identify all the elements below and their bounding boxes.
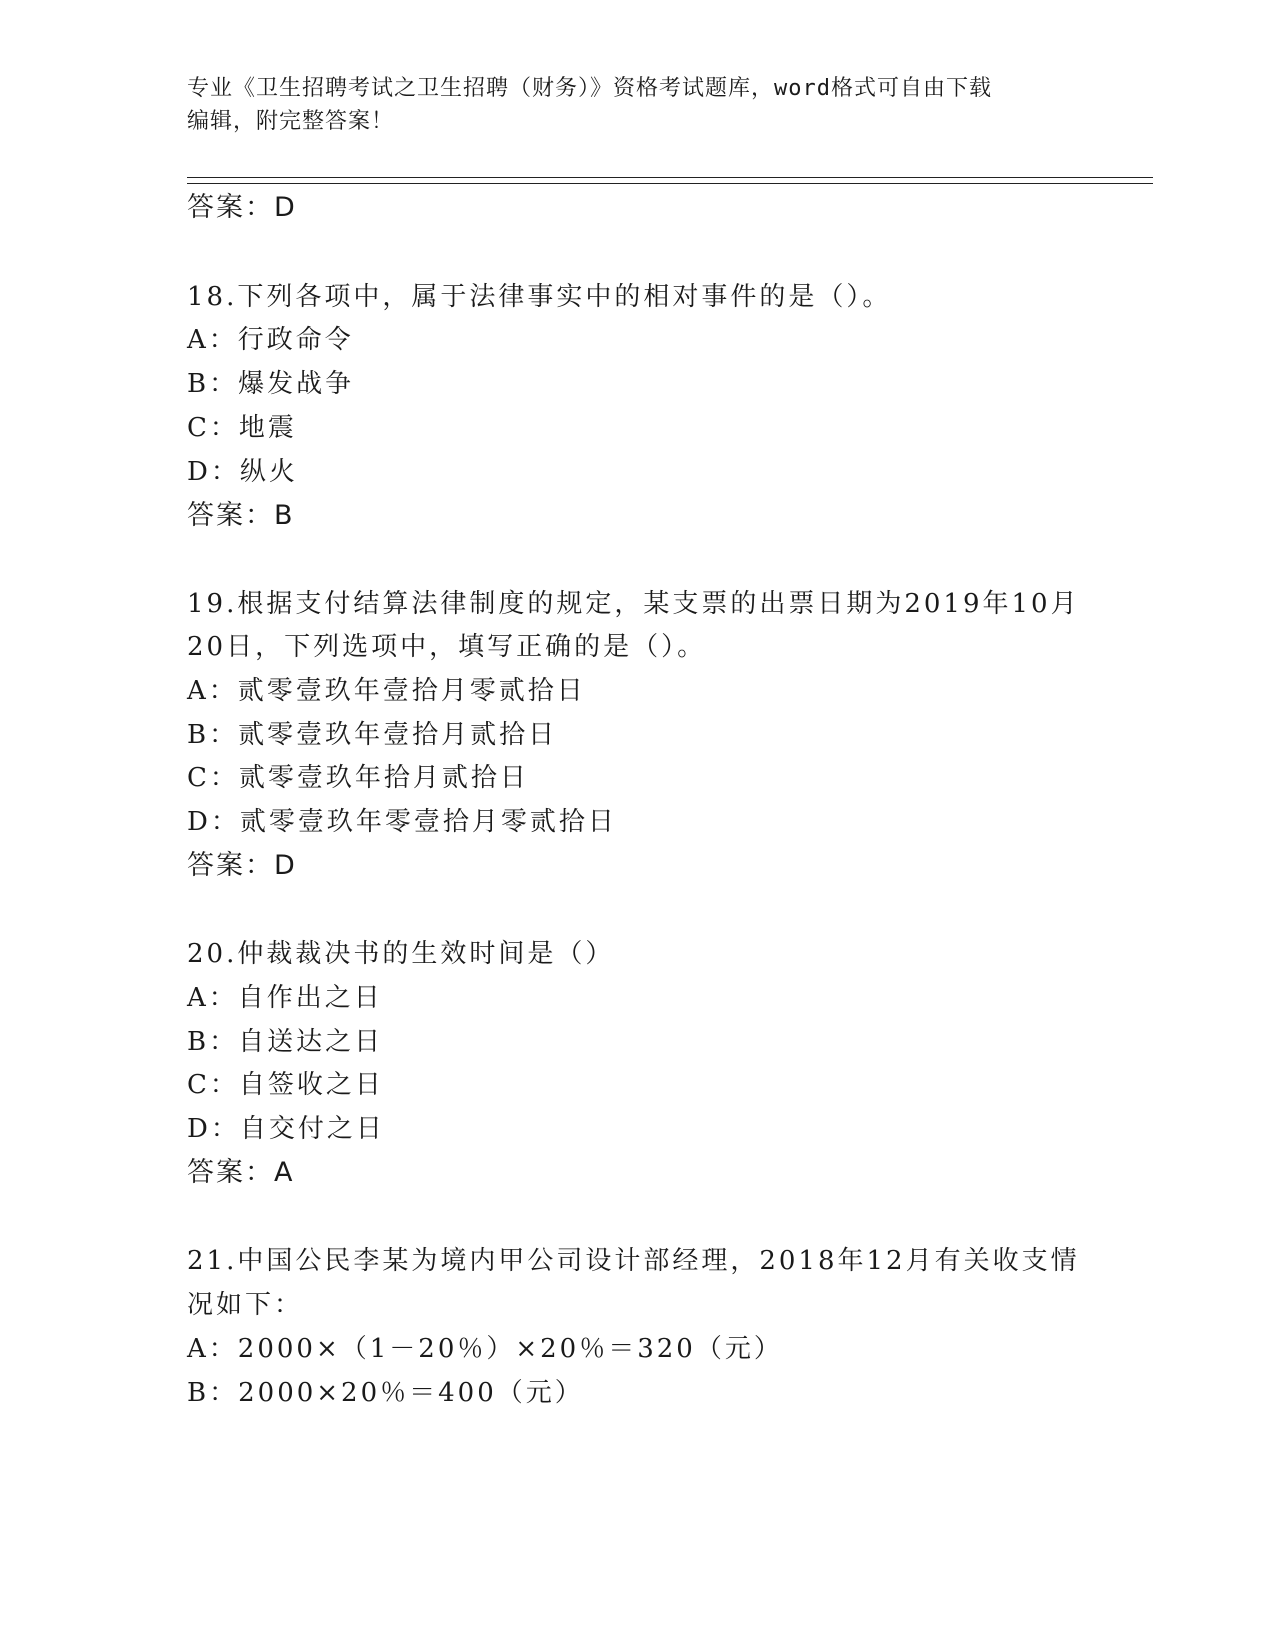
q20-option-c: C：自签收之日 (187, 1070, 384, 1100)
q20-answer: 答案：A (187, 1157, 295, 1188)
header-line-1: 专业《卫生招聘考试之卫生招聘（财务）》资格考试题库，word格式可自由下载 (187, 76, 992, 101)
q18-option-a: A：行政命令 (187, 325, 354, 355)
q19-stem-line1: 19.根据支付结算法律制度的规定，某支票的出票日期为2019年10月 (187, 589, 1080, 619)
q18-answer: 答案：B (187, 500, 295, 531)
q21-stem-line1: 21.中国公民李某为境内甲公司设计部经理，2018年12月有关收支情 (187, 1246, 1080, 1276)
q19-option-d: D：贰零壹玖年零壹拾月零贰拾日 (187, 807, 617, 837)
q21-option-a: A：2000×（1－20％）×20％＝320（元） (187, 1334, 783, 1364)
q19-answer: 答案：D (187, 850, 297, 881)
header-rule-bottom (187, 183, 1153, 184)
answer-prev: 答案：D (187, 192, 297, 223)
q20-option-a: A：自作出之日 (187, 983, 383, 1013)
q18-stem: 18.下列各项中，属于法律事实中的相对事件的是（）。 (187, 282, 892, 312)
q18-option-d: D：纵火 (187, 457, 298, 487)
q21-stem-line2: 况如下： (187, 1290, 304, 1320)
q21-option-b: B：2000×20％＝400（元） (187, 1378, 584, 1408)
q19-option-a: A：贰零壹玖年壹拾月零贰拾日 (187, 676, 586, 706)
q19-option-c: C：贰零壹玖年拾月贰拾日 (187, 763, 529, 793)
q20-stem: 20.仲裁裁决书的生效时间是（） (187, 939, 615, 969)
header-rule-top (187, 177, 1153, 178)
q19-stem-line2: 20日，下列选项中，填写正确的是（）。 (187, 632, 707, 662)
q20-option-b: B：自送达之日 (187, 1027, 384, 1057)
q18-option-b: B：爆发战争 (187, 369, 355, 399)
q19-option-b: B：贰零壹玖年壹拾月贰拾日 (187, 720, 558, 750)
header-line-2: 编辑，附完整答案！ (187, 109, 395, 134)
q18-option-c: C：地震 (187, 413, 297, 443)
q20-option-d: D：自交付之日 (187, 1114, 385, 1144)
document-header (187, 72, 1067, 138)
